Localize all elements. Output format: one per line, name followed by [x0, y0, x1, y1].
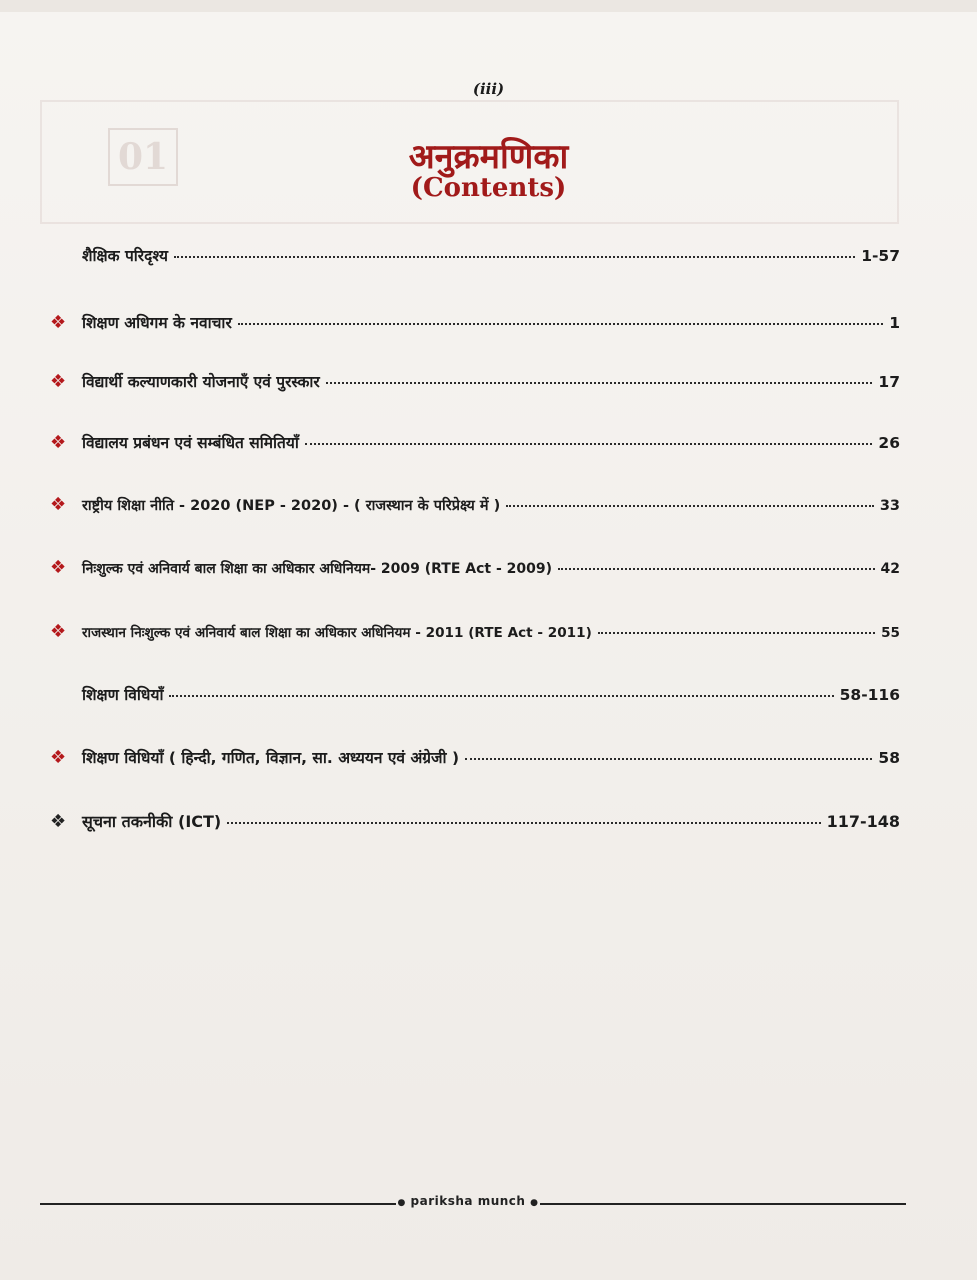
diamond-bullet-icon: ❖: [50, 494, 67, 515]
diamond-bullet-icon: ❖: [50, 312, 67, 333]
toc-entry-row[interactable]: [50, 370, 900, 392]
toc-label: शैक्षिक परिदृश्य: [82, 247, 168, 265]
toc-page-number: 26: [878, 434, 900, 452]
toc-entry-row[interactable]: [50, 621, 900, 642]
toc-label: राजस्थान निःशुल्क एवं अनिवार्य बाल शिक्षा का अधिकार अधिनियम - 2011 (RTE Act - 2011): [82, 625, 592, 641]
toc-label: शिक्षण विधियाँ: [82, 686, 164, 704]
toc-label: शिक्षण अधिगम के नवाचार: [82, 314, 232, 332]
toc-entry-row[interactable]: [50, 431, 900, 453]
leader-dots: [238, 322, 883, 325]
toc-section-row[interactable]: [82, 244, 900, 266]
toc-entry-row[interactable]: [50, 494, 900, 515]
page-title-english: (Contents): [410, 173, 567, 203]
leader-dots: [326, 381, 873, 384]
leader-dots: [305, 442, 873, 445]
diamond-bullet-icon: ❖: [50, 747, 67, 768]
toc-page-number: 42: [880, 561, 900, 577]
footer-dot-icon: ●: [397, 1198, 406, 1208]
leader-dots: [598, 631, 875, 634]
toc-page-number: 117-148: [826, 812, 900, 831]
toc-page-number: 55: [881, 625, 900, 641]
leader-dots: [227, 821, 820, 824]
footer-brand: [396, 1194, 540, 1208]
toc-page-number: 17: [878, 373, 900, 391]
leader-dots: [174, 255, 855, 258]
toc-label: राष्ट्रीय शिक्षा नीति - 2020 (NEP - 2020) - ( राजस्थान के परिप्रेक्ष्य में ): [82, 498, 501, 514]
toc-label: विद्यालय प्रबंधन एवं सम्बंधित समितियाँ: [82, 434, 299, 452]
toc-label: विद्यार्थी कल्याणकारी योजनाएँ एवं पुरस्कार: [82, 373, 320, 391]
diamond-bullet-icon: ❖: [50, 557, 67, 578]
toc-page-number: 58: [878, 749, 900, 767]
toc-page-number: 33: [879, 498, 900, 514]
toc-entry-row[interactable]: [50, 557, 900, 578]
toc-page-number: 1: [889, 314, 900, 332]
footer-brand-text: pariksha munch: [410, 1194, 526, 1208]
footer-rule-left: [40, 1203, 396, 1205]
page-title-hindi: अनुक्रमणिका: [408, 137, 569, 177]
page-roman-number: (iii): [472, 80, 505, 98]
bleed-through-number: 01: [108, 128, 178, 186]
diamond-bullet-icon: ❖: [50, 621, 67, 642]
toc-label: शिक्षण विधियाँ ( हिन्दी, गणित, विज्ञान, सा. अध्ययन एवं अंग्रेजी ): [82, 749, 460, 767]
leader-dots: [558, 567, 874, 570]
footer-rule-right: [540, 1203, 906, 1205]
toc-label: सूचना तकनीकी (ICT): [82, 812, 222, 831]
toc-page-number: 1-57: [861, 247, 900, 265]
diamond-bullet-icon: ❖: [50, 811, 67, 832]
leader-dots: [169, 694, 833, 697]
diamond-bullet-icon: ❖: [50, 432, 67, 453]
toc-label: निःशुल्क एवं अनिवार्य बाल शिक्षा का अधिकार अधिनियम- 2009 (RTE Act - 2009): [82, 561, 553, 577]
toc-page-number: 58-116: [839, 686, 900, 704]
toc-section-row[interactable]: [82, 683, 900, 705]
diamond-bullet-icon: ❖: [50, 371, 67, 392]
toc-entry-row[interactable]: [50, 746, 900, 768]
footer-dot-icon: ●: [530, 1198, 539, 1208]
toc-entry-row[interactable]: [50, 311, 900, 333]
leader-dots: [506, 504, 874, 507]
toc-entry-row[interactable]: [50, 810, 900, 832]
leader-dots: [465, 757, 872, 760]
